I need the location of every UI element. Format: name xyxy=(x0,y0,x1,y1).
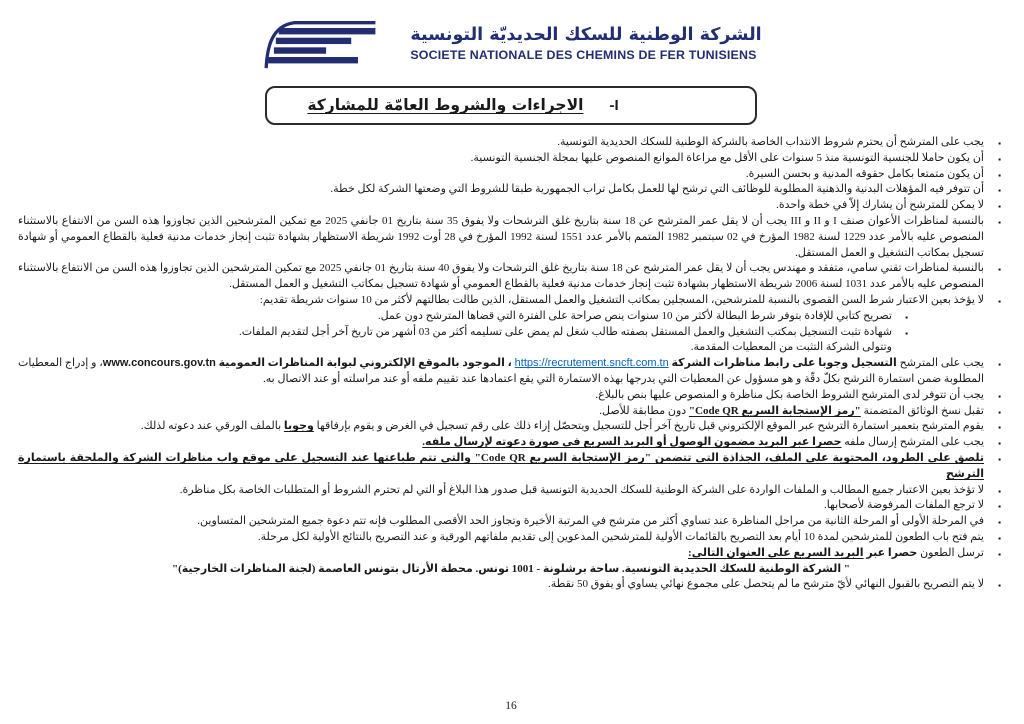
company-name-french: SOCIETE NATIONALE DES CHEMINS DE FER TUNISIENS xyxy=(410,48,757,63)
recruitment-link[interactable]: https://recrutement.sncft.com.tn xyxy=(514,357,669,370)
bullet-text xyxy=(688,547,984,559)
text-segment: البريد السريع على العنوان التالي: xyxy=(688,546,864,559)
page-number: 16 xyxy=(505,700,517,712)
list-item xyxy=(18,167,1004,183)
list-item xyxy=(18,419,1004,435)
bullet-text xyxy=(422,436,984,448)
list-item xyxy=(18,151,1004,167)
bullet-text xyxy=(260,294,984,306)
company-name-arabic: الشركة الوطنية للسكك الحديديّة التونسية xyxy=(410,24,762,45)
text-segment: تصريح كتابي للإفادة بتوفر شرط البطالة لأكثر من 10 سنوات ينص صراحة على الفترة التي قضاها المترشح دون عمل. xyxy=(377,309,892,322)
bullet-marker-icon: ▪ xyxy=(998,581,1001,591)
list-item xyxy=(18,198,1004,214)
text-segment: بالنسبة لمناظرات الأعوان صنف I و II و III يجب أن لا يقل عمر المترشح عن 18 سنة بتاريخ غلق الترشحات ولا يفوق 35 سنة بتاريخ 01 جانفي 2025 مع تمكين المترشحين الذين تجاوزوا هذه السن من الانتفاع بالاستثناء المنصوص عليه بالأمر عدد 1229 لسنة 1982 المؤرخ في 02 سبتمبر 1982 المتمم بالأمر عدد 1551 لسنة 1992 المؤرخ في 28 أوت 1992 شريطة الاستظهار بشهادة تثبت إنجاز خدمات مدنية فعلية بالقطاع العمومي أو شهادة تسجيل بمكاتب التشغيل و العمل المستقل. xyxy=(18,214,985,259)
bullet-text xyxy=(172,563,850,575)
bullet-marker-icon: ▪ xyxy=(998,139,1001,148)
bullet-text xyxy=(471,152,984,164)
text-segment: التسجيل وجوبا على رابط مناظرات الشركة xyxy=(668,357,897,370)
bullet-marker-icon: ▪ xyxy=(998,217,1001,227)
bullet-text xyxy=(239,326,892,338)
text-segment: بالملف الورقي عند دعوته لذلك. xyxy=(140,420,284,433)
bullet-text xyxy=(557,136,984,148)
list-item xyxy=(18,356,1004,388)
section-title-line xyxy=(229,96,697,114)
list-item xyxy=(18,340,1004,356)
bullet-marker-icon: ▪ xyxy=(998,296,1001,306)
list-item xyxy=(18,182,1004,198)
bullet-marker-icon: ▪ xyxy=(998,407,1001,417)
text-segment: يجب أن تتوفر لدى المترشح الشروط الخاصة بكل مناظرة و المنصوص عليها بنص بالبلاغ. xyxy=(595,388,984,401)
text-segment: يقوم المترشح بتعمير استمارة الترشح عبر الموقع الإلكتروني قبل تاريخ آخر أجل للتسجيل ويتحصّل إزاء ذلك على رقم تسجيل في الغرض و يقوم بإرفاقها xyxy=(313,420,984,433)
section-title: الاجراءات والشروط العامّة للمشاركة xyxy=(307,96,584,114)
bullet-text xyxy=(824,499,984,511)
text-segment: يجب على المترشح أن يحترم شروط الانتداب الخاصة بالشركة الوطنية للسكك الحديدية التونسية. xyxy=(557,136,984,148)
bullet-marker-icon: ▪ xyxy=(998,170,1001,180)
bullet-text xyxy=(746,168,984,180)
text-segment: لا ترجع الملفات المرفوضة لأصحابها. xyxy=(823,499,984,512)
bullet-text xyxy=(595,389,984,401)
text-segment: www.concours.gov.tn xyxy=(102,357,216,370)
text-segment: لا يمكن للمترشح أن يشارك إلاّ في خطة واحدة. xyxy=(776,199,984,212)
text-segment: أن تتوفر فيه المؤهلات البدنية والذهنية المطلوبة للوظائف التي ترشح لها للعمل بكامل تراب الجمهورية طبقا للشروط التي وضعتها الشركة لكل خطة. xyxy=(330,183,984,196)
bullet-text xyxy=(776,199,984,211)
bullet-marker-icon: ▪ xyxy=(998,360,1001,370)
list-item xyxy=(18,483,1004,499)
list-item xyxy=(18,261,1004,293)
bullet-text xyxy=(197,515,984,527)
list-item xyxy=(18,498,1004,514)
bullet-marker-icon: ▪ xyxy=(998,533,1001,543)
text-segment: دون مطابقة للأصل. xyxy=(599,404,689,417)
list-item xyxy=(18,293,1004,309)
bullet-marker-icon: ▪ xyxy=(998,502,1001,512)
text-segment: لا تؤخذ بعين الاعتبار جميع المطالب و الملفات الواردة على الشركة الوطنية للسكك الحديدية التونسية قبل صدور هذا البلاغ أو التي لم تحترم الشروط أو المتطلبات الخاصة بكل مناظرة. xyxy=(179,483,984,496)
bullet-text xyxy=(18,215,984,259)
page-footer xyxy=(18,700,1004,714)
section-title-box xyxy=(265,86,757,125)
bullet-text xyxy=(180,484,984,496)
bullet-marker-icon: ▪ xyxy=(998,439,1001,449)
list-item xyxy=(18,135,1004,151)
company-name-block xyxy=(410,24,761,63)
bullet-text xyxy=(330,183,984,195)
sncft-train-logo-icon xyxy=(260,14,398,72)
bullet-marker-icon: ▪ xyxy=(905,312,908,322)
text-segment: أن يكون متمتعا بكامل حقوقه المدنية و بحسن السيرة. xyxy=(745,167,984,180)
bullet-marker-icon: ▪ xyxy=(998,391,1001,401)
bullet-marker-icon: ▪ xyxy=(998,265,1001,275)
text-segment: في المرحلة الأولى أو المرحلة الثانية من مراحل المناظرة عند تساوي أكثر من مترشح في المرتبة الأخيرة وتجاوز الحد الأقصى المطلوب فإنه تتم دعوة جميع المترشحين المتساوين. xyxy=(197,515,984,528)
section-numeral: -I xyxy=(609,97,619,114)
text-segment: ، الموجود بالموقع الإلكتروني لبوابة المناظرات العمومية xyxy=(215,357,515,370)
conditions-bullet-list xyxy=(18,135,1004,593)
text-segment: بالنسبة لمناظرات تقني سامي، متفقد و مهندس يجب أن لا يقل عمر المترشح عن 18 سنة بتاريخ غلق الترشحات ولا يفوق 40 سنة بتاريخ 01 جانفي 2025 مع تمكين المترشحين الذين تجاوزوا هذه السن من الانتفاع بالاستثناء المنصوص عليه بالأمر عدد 1031 لسنة 2006 شريطة الاستظهار بشهادة تثبت إنجاز خدمات مدنية فعلية بالقطاع العمومي أو شهادة تسجيل بمكاتب التشغيل و العمل المستقل. xyxy=(18,262,984,291)
text-segment: وتتولى الشركة التثبت من المعطيات المقدمة. xyxy=(690,341,892,354)
text-segment: حصرا عبر البريد مضمون الوصول أو البريد السريع في صورة دعوته لإرسال ملفه. xyxy=(422,436,842,449)
bullet-marker-icon: ▪ xyxy=(998,486,1001,496)
list-item xyxy=(18,435,1004,451)
bullet-marker-icon: ▪ xyxy=(998,154,1001,164)
list-item xyxy=(18,404,1004,420)
text-segment: ، و إدراج المعطيات المطلوبة ضمن استمارة الترشح بكلّ دقّة و هو مسؤول عن المعطيات التي يدرجها بهذه الاستمارة التي يقع اعتمادها عند تقييم ملفه أو عند مراسلته أو عند الاتصال به. xyxy=(18,357,984,385)
text-segment: تقبل نسخ الوثائق المتضمنة xyxy=(860,404,984,417)
bullet-text xyxy=(378,310,892,322)
company-header xyxy=(18,14,1004,72)
bullet-text xyxy=(18,452,984,480)
text-segment: حصرا عبر xyxy=(863,546,918,559)
bullet-text xyxy=(18,262,984,290)
bullet-marker-icon: ▪ xyxy=(998,423,1001,433)
list-item xyxy=(18,309,1004,325)
text-segment: شهادة تثبت التسجيل بمكتب التشغيل والعمل المستقل بصفته طالب شغل لم يمض على تسليمه أكثر من 03 أشهر من تاريخ آخر أجل لتقديم الملفات. xyxy=(239,325,892,338)
text-segment: " الشركة الوطنية للسكك الحديدية التونسية. ساحة برشلونة - 1001 تونس. محطة الأرتال بتونس العاصمة (لجنة المناظرات الخارجية)" xyxy=(171,562,851,575)
text-segment: يجب على المترشح إرسال ملفه xyxy=(841,436,984,449)
text-segment: يتم فتح باب الطعون للمترشحين لمدة 10 أيام بعد التصريح بالقائمات الأولية للمترشحين المدعوين إلى تقديم ملفاتهم الورقية و عند التصريح بالنتائج الأولية لكل مرحلة. xyxy=(257,530,984,543)
list-item xyxy=(18,546,1004,562)
bullet-marker-icon: ▪ xyxy=(998,549,1001,559)
list-item xyxy=(18,530,1004,546)
bullet-text xyxy=(258,531,984,543)
bullet-text xyxy=(691,341,892,353)
bullet-marker-icon: ▪ xyxy=(998,518,1001,528)
bullet-marker-icon: ▪ xyxy=(998,202,1001,212)
text-segment: "رمز الإستجابة السريع Code QR" xyxy=(688,404,861,417)
bullet-text xyxy=(548,578,984,590)
bullet-text xyxy=(18,357,984,385)
list-item xyxy=(18,325,1004,341)
text-segment: لا يؤخذ بعين الاعتبار شرط السن القصوى بالنسبة للمترشحين، المسجلين بمكاتب التشغيل والعمل المستقل، الذين طالت بطالتهم لأكثر من 10 سنوات شريطة تقديم: xyxy=(259,293,984,306)
bullet-marker-icon: ▪ xyxy=(998,186,1001,196)
list-item xyxy=(18,388,1004,404)
bullet-text xyxy=(141,420,984,432)
text-segment: أن يكون حاملا للجنسية التونسية منذ 5 سنوات على الأقل مع مراعاة الموانع المنصوص عليها بمجلة الجنسية التونسية. xyxy=(470,151,984,164)
list-item xyxy=(18,562,1004,578)
text-segment: لا يتم التصريح بالقبول النهائي لأيّ مترشح ما لم يتحصل على مجموع نهائي يساوي أو يفوق 50 نقطة. xyxy=(547,578,984,591)
bullet-marker-icon: ▪ xyxy=(998,454,1001,464)
bullet-text xyxy=(599,405,984,417)
list-item xyxy=(18,577,1004,593)
text-segment: ترسل الطعون xyxy=(917,546,984,559)
bullet-marker-icon: ▪ xyxy=(905,328,908,338)
list-item xyxy=(18,214,1004,261)
text-segment: يجب على المترشح xyxy=(896,357,984,370)
list-item xyxy=(18,514,1004,530)
list-item xyxy=(18,451,1004,483)
text-segment: تلصق على الطرود، المحتوية على الملف، الجذاذة التي تتضمن "رمز الإستجابة السريع Code QR" والتي تتم طباعتها عند التسجيل على موقع واب مناظرات الشركة والملحقة باستمارة الترشح xyxy=(18,451,984,480)
text-segment: وجوبا xyxy=(283,420,314,433)
